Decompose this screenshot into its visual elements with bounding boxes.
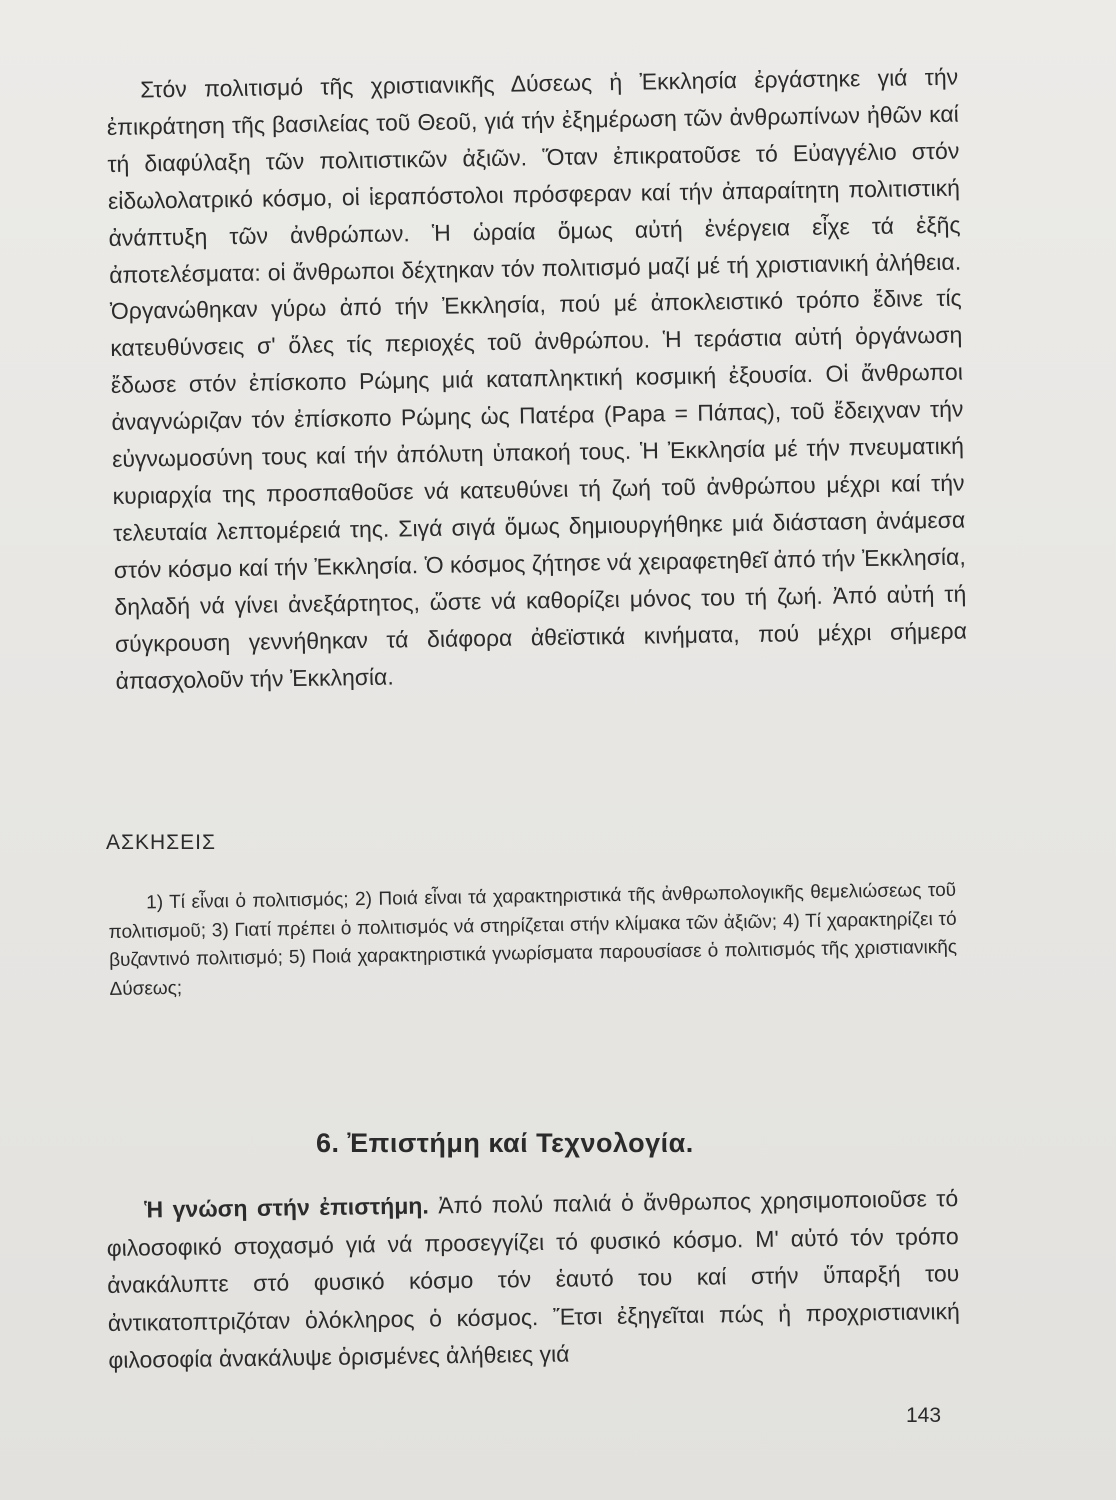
exercises-text: 1) Τί εἶναι ὁ πολιτισμός; 2) Ποιά εἶναι τά χαρακτηριστικά τῆς ἀνθρωπολογικῆς θεμελιώσεως τοῦ πολιτισμοῦ; 3) Γιατί πρέπει ὁ πολιτισμός νά στηρίζεται στήν κλίμακα τῶν ἀξιῶν; 4) Τί χαρακτηρίζει τό βυζαντινό πολιτισμό; 5) Ποιά χαρακτηριστικά γνωρίσματα παρουσίασε ὁ πολιτισμός τῆς χριστιανικῆς Δύσεως; [108, 879, 958, 1000]
section-paragraph [106, 1180, 961, 1379]
section-body: Ἀπό πολύ παλιά ὁ ἄνθρωπος χρησιμοποιοῦσε τό φιλοσοφικό στοχασμό γιά νά προσεγγίζει τό φυσικό κόσμο. Μ' αὐτό τόν τρόπο ἀνακάλυπτε στό φυσικό κόσμο τόν ἑαυτό του καί στήν ὕπαρξή του ἀντικατοπτριζόταν ὁλόκληρος ὁ κόσμος. Ἔτσι ἐξηγεῖται πώς ἡ προχριστιανική φιλοσοφία ἀνακάλυψε ὁρισμένες ἀλήθειες γιά [106, 1185, 960, 1373]
section-heading: 6. Ἐπιστήμη καί Τεχνολογία. [316, 1128, 694, 1158]
main-paragraph: Στόν πολιτισμό τῆς χριστιανικῆς Δύσεως ἡ Ἐκκλησία ἐργάστηκε γιά τήν ἐπικράτηση τῆς βασιλείας τοῦ Θεοῦ, γιά τήν ἐξημέρωση τῶν ἀνθρωπίνων ἠθῶν καί τή διαφύλαξη τῶν πολιτιστικῶν ἀξιῶν. Ὅταν ἐπικρατοῦσε τό Εὐαγγέλιο στόν εἰδωλολατρικό κόσμο, οἱ ἱεραπόστολοι πρόσφεραν καί τήν ἀπαραίτητη πολιτιστική ἀνάπτυξη τῶν ἀνθρώπων. Ἡ ὡραία ὅμως αὐτή ἐνέργεια εἶχε τά ἑξῆς ἀποτελέσματα: οἱ ἄνθρωποι δέχτηκαν τόν πολιτισμό μαζί μέ τή χριστιανική ἀλήθεια. Ὀργανώθηκαν γύρω ἀπό τήν Ἐκκλησία, πού μέ ἀποκλειστικό τρόπο ἔδινε τίς κατευθύνσεις σ' ὅλες τίς περιοχές τοῦ ἀνθρώπου. Ἡ τεράστια αὐτή ὀργάνωση ἔδωσε στόν ἐπίσκοπο Ρώμης μιά καταπληκτική κοσμική ἐξουσία. Οἱ ἄνθρωποι ἀναγνώριζαν τόν ἐπίσκοπο Ρώμης ὡς Πατέρα (Papa = Πάπας), τοῦ ἔδειχναν τήν εὐγνωμοσύνη τους καί τήν ἀπόλυτη ὑπακοή τους. Ἡ Ἐκκλησία μέ τήν πνευματική κυριαρχία της προσπαθοῦσε νά κατευθύνει τή ζωή τοῦ ἀνθρώπου μέχρι καί τήν τελευταία λεπτομέρειά της. Σιγά σιγά ὅμως δημιουργήθηκε μιά διάσταση ἀνάμεσα στόν κόσμο καί τήν Ἐκκλησία. Ὁ κόσμος ζήτησε νά χειραφετηθεῖ ἀπό τήν Ἐκκλησία, δηλαδή νά γίνει ἀνεξάρτητος, ὥστε νά καθορίζει μόνος του τή ζωή. Ἀπό αὐτή τή σύγκρουση γεννήθηκαν τά διάφορα ἀθεϊστικά κινήματα, πού μέχρι σήμερα ἀπασχολοῦν τήν Ἐκκλησία. [106, 63, 968, 694]
section-lead-in: Ἡ γνώση στήν ἐπιστήμη. [144, 1192, 429, 1223]
page-number: 143 [906, 1404, 942, 1427]
exercises-heading: ΑΣΚΗΣΕΙΣ [106, 831, 216, 854]
